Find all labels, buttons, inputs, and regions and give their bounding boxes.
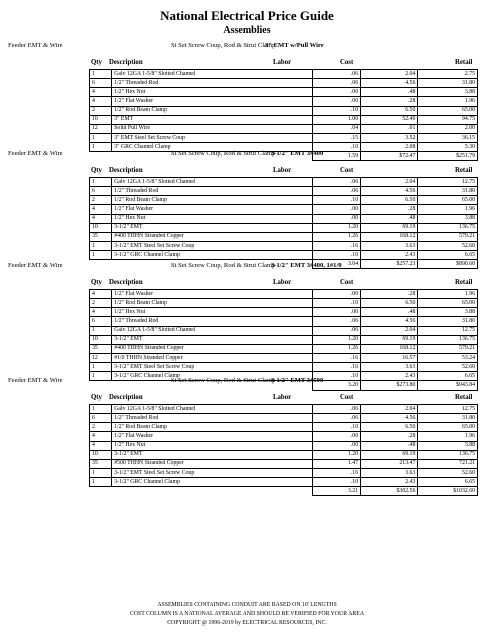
cell-cost: 69.19	[361, 335, 418, 344]
cell-cost: 2.04	[361, 405, 418, 414]
cell-cost: 4.56	[361, 187, 418, 196]
cell-desc: 1/2" Threaded Rod	[112, 414, 313, 423]
cell-labor: .10	[313, 478, 361, 487]
cell-retail: 31.80	[418, 414, 478, 423]
cell-cost: 16.57	[361, 353, 418, 362]
cell-retail: 3.88	[418, 214, 478, 223]
cell-labor: .00	[313, 214, 361, 223]
table-row	[90, 317, 478, 326]
cell-qty: 1	[90, 405, 112, 414]
cell-labor: .00	[313, 205, 361, 214]
cell-desc: 3-1/2" GRC Channel Clamp	[112, 372, 313, 381]
cell-labor: .10	[313, 196, 361, 205]
total-labor: 1.59	[313, 152, 361, 161]
section-support: St Set Screw Coup, Rod & Strut Clamp	[171, 377, 276, 384]
column-header-cost: Cost	[340, 394, 354, 401]
cell-qty: 4	[90, 97, 112, 106]
cell-retail: 12.75	[418, 178, 478, 187]
cell-desc: 3" EMT Steel Set Screw Coup	[112, 133, 313, 142]
cell-qty: 1	[90, 478, 112, 487]
table-row	[90, 326, 478, 335]
cell-desc: 1/2" Flat Washer	[112, 97, 313, 106]
cell-retail: 3.88	[418, 308, 478, 317]
cell-retail: 52.60	[418, 241, 478, 250]
total-cost: $72.47	[361, 152, 418, 161]
cell-labor: .06	[313, 178, 361, 187]
total-spacer	[90, 381, 112, 390]
table-row	[90, 187, 478, 196]
cell-labor: .06	[313, 326, 361, 335]
cell-labor: .06	[313, 187, 361, 196]
cell-cost: 6.50	[361, 423, 418, 432]
total-retail: $1032.60	[418, 487, 478, 496]
table-row	[90, 414, 478, 423]
total-retail: $943.84	[418, 381, 478, 390]
items-table	[89, 289, 478, 391]
total-cost: $302.56	[361, 487, 418, 496]
cell-desc: 1/2" Hex Nut	[112, 441, 313, 450]
table-row	[90, 344, 478, 353]
cell-desc: 3-1/2" EMT	[112, 223, 313, 232]
cell-labor: .15	[313, 133, 361, 142]
cell-retail: 65.00	[418, 299, 478, 308]
table-row	[90, 70, 478, 79]
table-row	[90, 405, 478, 414]
cell-cost: 4.56	[361, 317, 418, 326]
totals-row	[90, 487, 478, 496]
column-header-retail: Retail	[455, 59, 473, 66]
cell-desc: 1/2" Threaded Rod	[112, 187, 313, 196]
cell-qty: 4	[90, 214, 112, 223]
cell-desc: #400 THHN Stranded Copper	[112, 232, 313, 241]
table-row	[90, 196, 478, 205]
cell-qty: 1	[90, 143, 112, 152]
cell-retail: 6.65	[418, 372, 478, 381]
cell-retail: 5.30	[418, 143, 478, 152]
cell-qty: 10	[90, 223, 112, 232]
table-row	[90, 459, 478, 468]
cell-retail: 3.88	[418, 88, 478, 97]
cell-retail: 12.75	[418, 405, 478, 414]
cell-labor: .16	[313, 363, 361, 372]
cell-labor: .06	[313, 414, 361, 423]
cell-labor: .10	[313, 423, 361, 432]
cell-qty: 2	[90, 299, 112, 308]
cell-labor: .10	[313, 372, 361, 381]
total-retail: $890.60	[418, 260, 478, 269]
cell-retail: 53.24	[418, 353, 478, 362]
items-table	[89, 177, 478, 269]
cell-desc: 3" EMT	[112, 115, 313, 124]
column-header-description: Description	[109, 167, 143, 174]
cell-qty: 6	[90, 317, 112, 326]
cell-retail: 579.21	[418, 232, 478, 241]
cell-labor: .06	[313, 405, 361, 414]
footer-line-2: COST COLUMN IS A NATIONAL AVERAGE AND SHOULD BE VERIFIED FOR YOUR AREA	[129, 611, 365, 617]
cell-retail: 1.96	[418, 290, 478, 299]
column-header-cost: Cost	[340, 59, 354, 66]
cell-retail: 65.00	[418, 196, 478, 205]
cell-retail: 136.75	[418, 223, 478, 232]
table-row	[90, 79, 478, 88]
cell-desc: 1/2" Rod Beam Clamp	[112, 423, 313, 432]
total-retail: $251.79	[418, 152, 478, 161]
table-row	[90, 214, 478, 223]
cell-qty: 2	[90, 106, 112, 115]
cell-cost: 168.12	[361, 232, 418, 241]
cell-qty: 1	[90, 468, 112, 477]
cell-desc: 1/2" Hex Nut	[112, 214, 313, 223]
cell-retail: 3.88	[418, 441, 478, 450]
table-row	[90, 308, 478, 317]
cell-desc: 1/2" Threaded Rod	[112, 79, 313, 88]
section-assembly-name: 3-1/2" EMT 3#400	[271, 150, 324, 157]
table-row	[90, 450, 478, 459]
cell-qty: 4	[90, 441, 112, 450]
cell-qty: 6	[90, 79, 112, 88]
cell-labor: .04	[313, 124, 361, 133]
cell-retail: 31.80	[418, 79, 478, 88]
cell-cost: .61	[361, 124, 418, 133]
section-support: St Set Screw Coup, Rod & Strut Clamp	[171, 42, 276, 49]
items-table	[89, 69, 478, 161]
cell-labor: 1.20	[313, 223, 361, 232]
column-header-labor: Labor	[273, 394, 292, 401]
cell-qty: 6	[90, 414, 112, 423]
cell-labor: 1.00	[313, 115, 361, 124]
cell-cost: 2.04	[361, 70, 418, 79]
cell-desc: Galv 12GA 1-5/8" Slotted Channel	[112, 405, 313, 414]
cell-retail: 31.80	[418, 187, 478, 196]
cell-qty: 1	[90, 326, 112, 335]
cell-qty: 4	[90, 88, 112, 97]
cell-desc: 1/2" Flat Washer	[112, 290, 313, 299]
cell-cost: .28	[361, 432, 418, 441]
section-assembly-name: 3" EMT w/Pull Wire	[265, 42, 324, 49]
total-cost: $257.23	[361, 260, 418, 269]
cell-cost: .28	[361, 290, 418, 299]
cell-retail: 6.65	[418, 478, 478, 487]
table-row	[90, 232, 478, 241]
cell-cost: 168.12	[361, 344, 418, 353]
cell-retail: 2.75	[418, 70, 478, 79]
cell-retail: 721.21	[418, 459, 478, 468]
cell-desc: 1/2" Flat Washer	[112, 205, 313, 214]
column-header-cost: Cost	[340, 279, 354, 286]
cell-labor: .06	[313, 317, 361, 326]
section-category: Feeder EMT & Wire	[8, 150, 63, 157]
cell-cost: 3.52	[361, 133, 418, 142]
cell-qty: 1	[90, 372, 112, 381]
cell-cost: 2.04	[361, 326, 418, 335]
column-header-description: Description	[109, 59, 143, 66]
total-cost: $273.80	[361, 381, 418, 390]
table-row	[90, 468, 478, 477]
cell-desc: 3-1/2" EMT	[112, 335, 313, 344]
cell-retail: 1.96	[418, 97, 478, 106]
section-category: Feeder EMT & Wire	[8, 377, 63, 384]
cell-labor: .00	[313, 97, 361, 106]
total-labor: 3.20	[313, 381, 361, 390]
cell-desc: #500 THHN Stranded Copper	[112, 459, 313, 468]
cell-cost: 69.19	[361, 450, 418, 459]
cell-cost: 69.19	[361, 223, 418, 232]
section-support: St Set Screw Coup, Rod & Strut Clamp	[171, 150, 276, 157]
cell-labor: .16	[313, 353, 361, 362]
cell-labor: .10	[313, 299, 361, 308]
cell-cost: 3.63	[361, 363, 418, 372]
table-row	[90, 106, 478, 115]
cell-labor: .16	[313, 468, 361, 477]
cell-cost: 52.40	[361, 115, 418, 124]
table-row	[90, 124, 478, 133]
cell-retail: 136.75	[418, 450, 478, 459]
cell-desc: 1/2" Rod Beam Clamp	[112, 299, 313, 308]
table-row	[90, 178, 478, 187]
column-header-retail: Retail	[455, 167, 473, 174]
cell-qty: 1	[90, 241, 112, 250]
cell-labor: .10	[313, 251, 361, 260]
cell-qty: 1	[90, 363, 112, 372]
cell-qty: 1	[90, 178, 112, 187]
table-row	[90, 423, 478, 432]
cell-labor: .00	[313, 432, 361, 441]
cell-retail: 52.60	[418, 363, 478, 372]
total-spacer	[90, 487, 112, 496]
column-header-qty: Qty	[91, 167, 102, 174]
cell-cost: 2.43	[361, 372, 418, 381]
cell-retail: 31.80	[418, 317, 478, 326]
cell-cost: 2.43	[361, 251, 418, 260]
section-assembly-name: 3-1/2" EMT 3#500	[271, 377, 324, 384]
cell-labor: .00	[313, 308, 361, 317]
cell-desc: 1/2" Hex Nut	[112, 308, 313, 317]
cell-cost: 6.50	[361, 299, 418, 308]
cell-qty: 4	[90, 205, 112, 214]
table-row	[90, 115, 478, 124]
total-labor: 3.04	[313, 260, 361, 269]
cell-qty: 4	[90, 290, 112, 299]
column-header-cost: Cost	[340, 167, 354, 174]
cell-desc: Galv 12GA 1-5/8" Slotted Channel	[112, 70, 313, 79]
cell-labor: .00	[313, 290, 361, 299]
cell-desc: 3-1/2" GRC Channel Clamp	[112, 251, 313, 260]
table-row	[90, 241, 478, 250]
table-row	[90, 478, 478, 487]
cell-cost: 3.63	[361, 468, 418, 477]
cell-desc: 3-1/2" GRC Channel Clamp	[112, 478, 313, 487]
cell-qty: 12	[90, 124, 112, 133]
cell-cost: 4.56	[361, 414, 418, 423]
cell-desc: 1/2" Hex Nut	[112, 88, 313, 97]
cell-labor: .06	[313, 70, 361, 79]
cell-retail: 579.21	[418, 344, 478, 353]
column-header-qty: Qty	[91, 59, 102, 66]
cell-cost: .48	[361, 88, 418, 97]
cell-labor: .06	[313, 79, 361, 88]
cell-qty: 35	[90, 344, 112, 353]
cell-labor: 1.26	[313, 344, 361, 353]
page-title: National Electrical Price Guide	[160, 8, 334, 23]
cell-cost: .28	[361, 205, 418, 214]
table-row	[90, 299, 478, 308]
cell-retail: 1.96	[418, 205, 478, 214]
table-row	[90, 133, 478, 142]
cell-qty: 4	[90, 308, 112, 317]
cell-retail: 136.75	[418, 335, 478, 344]
cell-desc: 1/2" Threaded Rod	[112, 317, 313, 326]
cell-cost: 2.04	[361, 178, 418, 187]
cell-retail: 94.75	[418, 115, 478, 124]
cell-cost: .48	[361, 441, 418, 450]
total-spacer	[112, 487, 313, 496]
table-row	[90, 290, 478, 299]
cell-cost: .48	[361, 308, 418, 317]
cell-qty: 10	[90, 450, 112, 459]
cell-desc: 3-1/2" EMT Steel Set Screw Coup	[112, 468, 313, 477]
items-table	[89, 404, 478, 496]
cell-desc: 3" GRC Channel Clamp	[112, 143, 313, 152]
cell-qty: 10	[90, 115, 112, 124]
column-header-qty: Qty	[91, 394, 102, 401]
table-row	[90, 97, 478, 106]
cell-desc: #1/0 THHN Stranded Copper	[112, 353, 313, 362]
total-spacer	[90, 152, 112, 161]
cell-labor: .10	[313, 106, 361, 115]
cell-retail: 36.15	[418, 133, 478, 142]
cell-qty: 2	[90, 423, 112, 432]
cell-cost: 2.08	[361, 143, 418, 152]
cell-desc: #400 THHN Stranded Copper	[112, 344, 313, 353]
cell-cost: 4.56	[361, 79, 418, 88]
cell-cost: .28	[361, 97, 418, 106]
cell-cost: 6.50	[361, 196, 418, 205]
cell-desc: 1/2" Flat Washer	[112, 432, 313, 441]
cell-retail: 1.96	[418, 432, 478, 441]
table-row	[90, 432, 478, 441]
cell-cost: 3.63	[361, 241, 418, 250]
section-support: St Set Screw Coup, Rod & Strut Clamp	[171, 262, 276, 269]
cell-qty: 2	[90, 196, 112, 205]
table-row	[90, 251, 478, 260]
table-row	[90, 88, 478, 97]
column-header-labor: Labor	[273, 167, 292, 174]
cell-desc: Galv 12GA 1-5/8" Slotted Channel	[112, 326, 313, 335]
cell-qty: 1	[90, 133, 112, 142]
table-row	[90, 205, 478, 214]
cell-desc: 1/2" Rod Beam Clamp	[112, 106, 313, 115]
cell-labor: 1.47	[313, 459, 361, 468]
cell-labor: .00	[313, 441, 361, 450]
section-category: Feeder EMT & Wire	[8, 42, 63, 49]
column-header-labor: Labor	[273, 279, 292, 286]
column-header-qty: Qty	[91, 279, 102, 286]
section-assembly-name: 3-1/2" EMT 3#400, 1#1/0	[271, 262, 342, 269]
cell-desc: Galv 12GA 1-5/8" Slotted Channel	[112, 178, 313, 187]
cell-desc: Solid Pull Wire	[112, 124, 313, 133]
column-header-description: Description	[109, 279, 143, 286]
cell-qty: 35	[90, 459, 112, 468]
cell-desc: 3-1/2" EMT Steel Set Screw Coup	[112, 241, 313, 250]
table-row	[90, 353, 478, 362]
table-row	[90, 363, 478, 372]
total-labor: 3.21	[313, 487, 361, 496]
footer-line-3: COPYRIGHT @ 1996-2019 by ELECTRICAL RESOURCES, INC.	[167, 620, 327, 626]
cell-labor: .16	[313, 241, 361, 250]
cell-qty: 1	[90, 251, 112, 260]
cell-labor: .10	[313, 143, 361, 152]
cell-desc: 3-1/2" EMT Steel Set Screw Coup	[112, 363, 313, 372]
cell-labor: 1.20	[313, 450, 361, 459]
cell-retail: 65.00	[418, 423, 478, 432]
column-header-retail: Retail	[455, 394, 473, 401]
section-category: Feeder EMT & Wire	[8, 262, 63, 269]
cell-labor: 1.26	[313, 232, 361, 241]
cell-qty: 6	[90, 187, 112, 196]
table-row	[90, 335, 478, 344]
cell-cost: 2.43	[361, 478, 418, 487]
page-subtitle: Assemblies	[223, 25, 271, 36]
cell-labor: 1.20	[313, 335, 361, 344]
cell-labor: .00	[313, 88, 361, 97]
cell-retail: 12.75	[418, 326, 478, 335]
cell-retail: 2.00	[418, 124, 478, 133]
table-row	[90, 441, 478, 450]
table-row	[90, 223, 478, 232]
cell-retail: 65.00	[418, 106, 478, 115]
cell-qty: 10	[90, 335, 112, 344]
cell-qty: 4	[90, 432, 112, 441]
cell-cost: .48	[361, 214, 418, 223]
cell-desc: 1/2" Rod Beam Clamp	[112, 196, 313, 205]
cell-retail: 6.65	[418, 251, 478, 260]
cell-retail: 52.60	[418, 468, 478, 477]
footer-line-1: ASSEMBLIES CONTAINING CONDUIT ARE BASED ON 10' LENGTHS	[157, 602, 337, 608]
column-header-retail: Retail	[455, 279, 473, 286]
cell-cost: 6.50	[361, 106, 418, 115]
cell-desc: 3-1/2" EMT	[112, 450, 313, 459]
cell-cost: 213.47	[361, 459, 418, 468]
column-header-description: Description	[109, 394, 143, 401]
cell-qty: 12	[90, 353, 112, 362]
column-header-labor: Labor	[273, 59, 292, 66]
total-spacer	[90, 260, 112, 269]
cell-qty: 35	[90, 232, 112, 241]
cell-qty: 1	[90, 70, 112, 79]
